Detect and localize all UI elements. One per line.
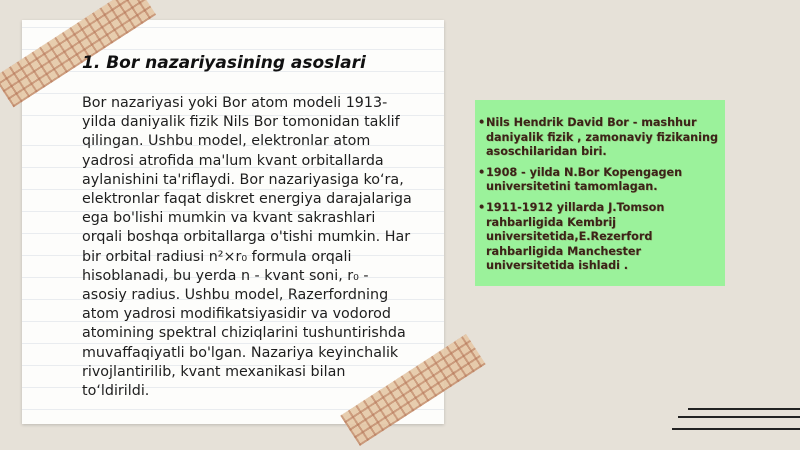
bullet-list	[478, 116, 721, 274]
bullet-item	[478, 166, 721, 195]
bullet-text: 1908 - yilda N.Bor Kopengagen universitetini tamomlagan.	[486, 165, 683, 194]
bullet-icon: •	[478, 165, 486, 179]
info-box	[475, 100, 725, 286]
decorative-line	[678, 416, 800, 418]
slide-heading: 1. Bor nazariyasining asoslari	[82, 53, 366, 73]
bullet-icon: •	[478, 200, 486, 214]
slide-body-text: Bor nazariyasi yoki Bor atom modeli 1913-yilda daniyalik fizik Nils Bor tomonidan taklif qilingan. Ushbu model, elektronlar atom yadrosi atrofida ma'lum kvant orbitallarda aylanishini ta'riflaydi. Bor nazariyasiga ko‘ra, elektronlar faqat diskret energiya darajalariga ega bo'lishi mumkin va kvant sakrashlari orqali boshqa orbitallarga o'tishi mumkin. Har bir orbital radiusi n²×r₀ formula orqali hisoblanadi, bu yerda n - kvant soni, r₀ - asosiy radius. Ushbu model, Razerfordning atom yadrosi modifikatsiyasidir va vodorod atomining spektral chiziqlarini tushuntirishda muvaffaqiyatli bo'lgan. Nazariya keyinchalik rivojlantirilib, kvant mexanikasi bilan to‘ldirildi.	[82, 95, 412, 400]
bullet-text: 1911-1912 yillarda J.Tomson rahbarligida Kembrij universitetida,E.Rezerford rahbarligida Manchester universitetida ishladi .	[486, 200, 665, 273]
decorative-line	[688, 408, 800, 410]
bullet-text: Nils Hendrik David Bor - mashhur daniyalik fizik , zamonaviy fizikaning asoschilaridan biri.	[486, 116, 718, 159]
bullet-item	[478, 201, 721, 274]
decorative-line	[672, 428, 800, 430]
decorative-lines	[670, 408, 800, 438]
bullet-icon: •	[478, 116, 486, 129]
bullet-item	[478, 116, 721, 160]
